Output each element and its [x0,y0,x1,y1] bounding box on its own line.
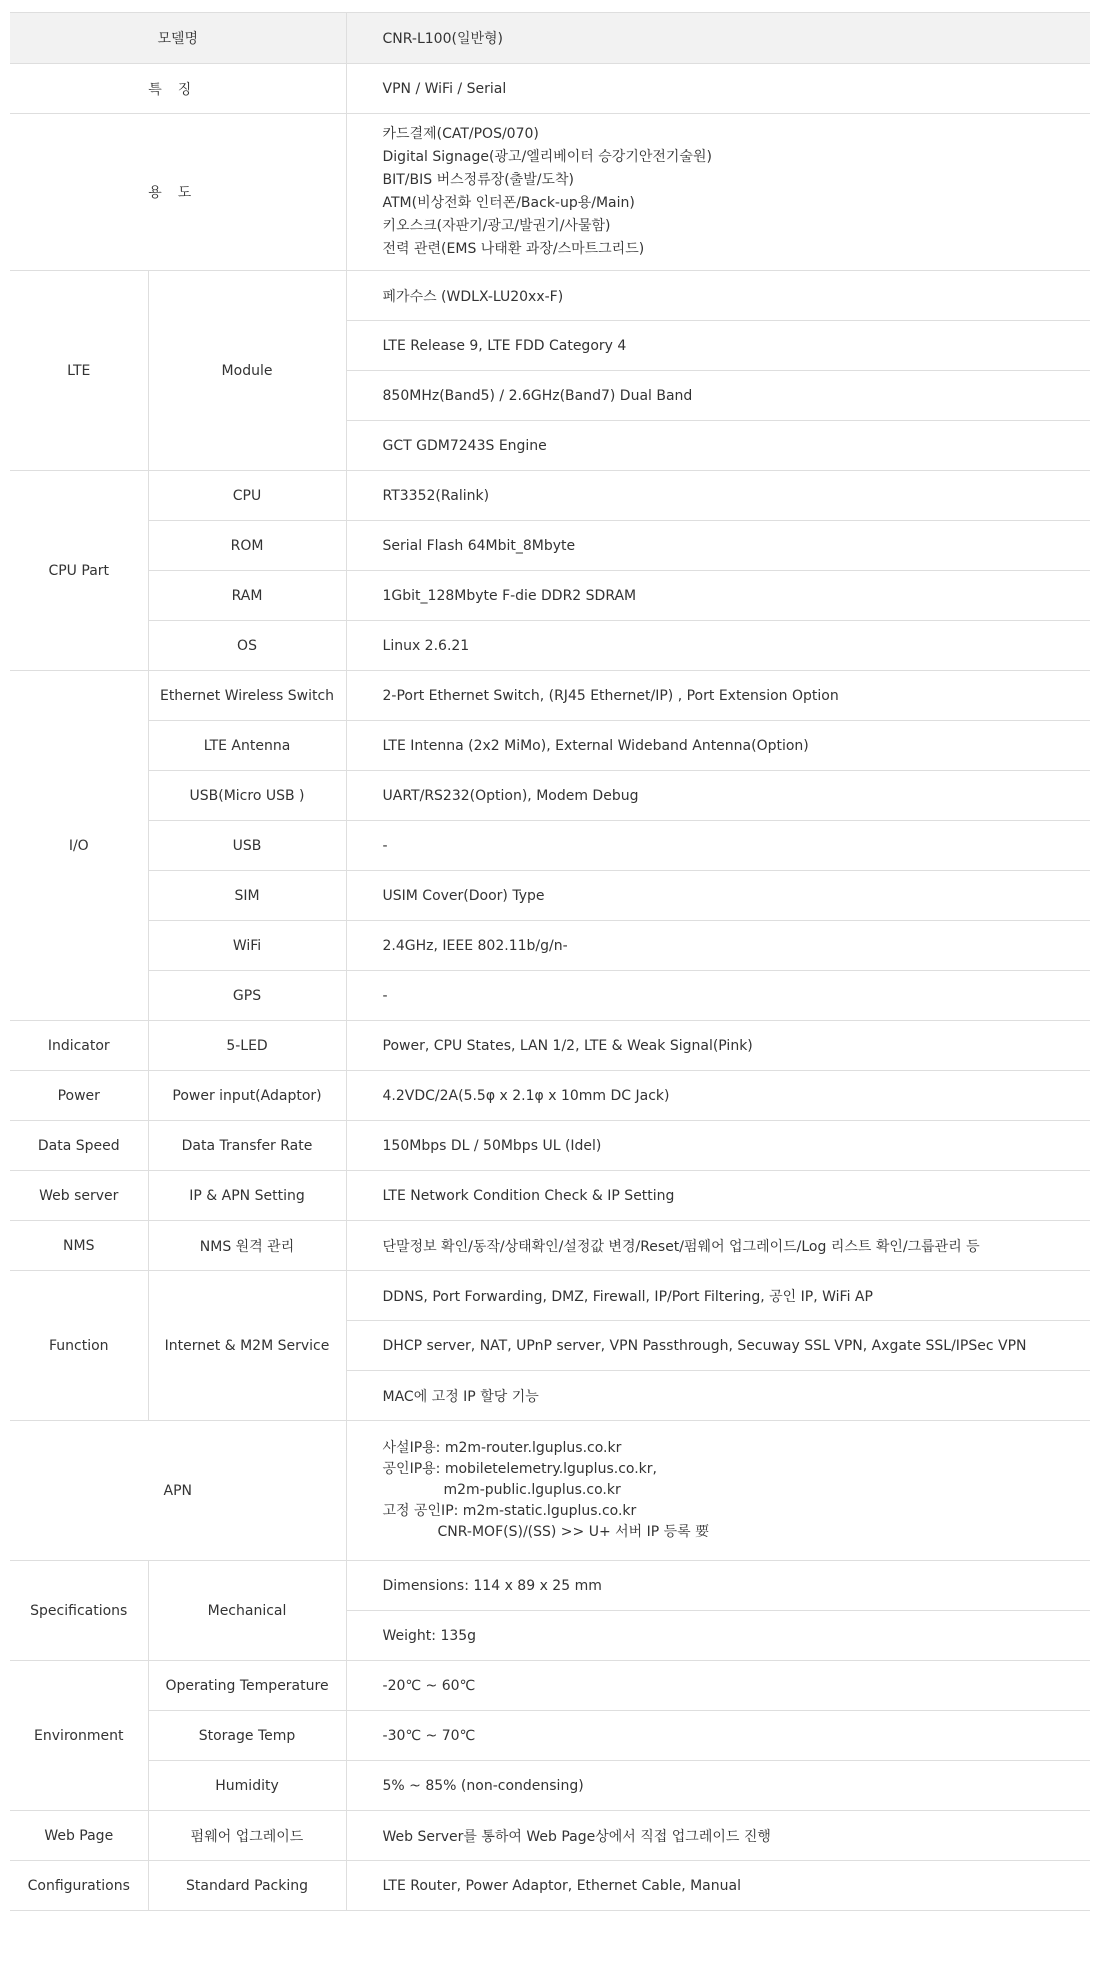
configurations-value: LTE Router, Power Adaptor, Ethernet Cable, Manual [346,1861,1090,1911]
lte-value: 페가수스 (WDLX-LU20xx-F) [346,271,1090,321]
table-row-configurations [10,1861,1090,1911]
io-value: UART/RS232(Option), Modem Debug [346,771,1090,821]
io-label: USB(Micro USB ) [148,771,346,821]
table-row-data-speed [10,1121,1090,1171]
cpu-value: RT3352(Ralink) [346,471,1090,521]
power-label: Power input(Adaptor) [148,1071,346,1121]
environment-value: -20℃ ~ 60℃ [346,1661,1090,1711]
apn-label: APN [10,1421,346,1561]
feature-label: 특징 [10,64,346,114]
io-value: - [346,821,1090,871]
function-value: MAC에 고정 IP 할당 기능 [346,1371,1090,1421]
table-row-io [10,821,1090,871]
ram-label: RAM [148,571,346,621]
table-row-os [10,621,1090,671]
specifications-category: Specifications [10,1561,148,1661]
io-category: I/O [10,671,148,1021]
environment-label: Humidity [148,1761,346,1811]
configurations-label: Standard Packing [148,1861,346,1911]
apn-line: 사설IP용: m2m-router.lguplus.co.kr [382,1440,622,1456]
lte-category: LTE [10,271,148,471]
table-row-io [10,921,1090,971]
table-row-rom [10,521,1090,571]
weight-value: Weight: 135g [346,1611,1090,1661]
lte-value: GCT GDM7243S Engine [346,421,1090,471]
environment-value: 5% ~ 85% (non-condensing) [346,1761,1090,1811]
nms-category: NMS [10,1221,148,1271]
apn-line: CNR-MOF(S)/(SS) >> U+ 서버 IP 등록 要 [437,1524,710,1540]
lte-module-label: Module [148,271,346,471]
indicator-label: 5-LED [148,1021,346,1071]
table-row-environment [10,1661,1090,1711]
usage-line: 키오스크(자판기/광고/발권기/사물함) [382,218,611,234]
function-value: DHCP server, NAT, UPnP server, VPN Passthrough, Secuway SSL VPN, Axgate SSL/IPSec VPN [346,1321,1090,1371]
power-value: 4.2VDC/2A(5.5φ x 2.1φ x 10mm DC Jack) [346,1071,1090,1121]
rom-value: Serial Flash 64Mbit_8Mbyte [346,521,1090,571]
io-value: 2-Port Ethernet Switch, (RJ45 Ethernet/IP) , Port Extension Option [346,671,1090,721]
io-label: SIM [148,871,346,921]
dimensions-value: Dimensions: 114 x 89 x 25 mm [346,1561,1090,1611]
web-server-category: Web server [10,1171,148,1221]
indicator-value: Power, CPU States, LAN 1/2, LTE & Weak Signal(Pink) [346,1021,1090,1071]
table-row-specifications [10,1561,1090,1611]
table-row-lte [10,271,1090,321]
table-row-web-page [10,1811,1090,1861]
usage-line: 전력 관련(EMS 나태환 과장/스마트그리드) [382,241,645,257]
table-row-io [10,721,1090,771]
environment-category: Environment [10,1661,148,1811]
power-category: Power [10,1071,148,1121]
web-page-label: 펌웨어 업그레이드 [148,1811,346,1861]
usage-line: 카드결제(CAT/POS/070) [382,126,539,142]
table-row-nms [10,1221,1090,1271]
apn-line: 고정 공인IP: m2m-static.lguplus.co.kr [382,1503,637,1519]
table-row-function [10,1271,1090,1321]
function-category: Function [10,1271,148,1421]
web-server-label: IP & APN Setting [148,1171,346,1221]
table-row-ram [10,571,1090,621]
io-label: WiFi [148,921,346,971]
configurations-category: Configurations [10,1861,148,1911]
table-row-io [10,771,1090,821]
web-server-value: LTE Network Condition Check & IP Setting [346,1171,1090,1221]
table-row-io [10,871,1090,921]
nms-label: NMS 원격 관리 [148,1221,346,1271]
usage-line: ATM(비상전화 인터폰/Back-up용/Main) [382,195,635,211]
io-label: Ethernet Wireless Switch [148,671,346,721]
os-label: OS [148,621,346,671]
spec-table [10,12,1090,1911]
nms-value: 단말정보 확인/동작/상태확인/설정값 변경/Reset/펌웨어 업그레이드/Log 리스트 확인/그룹관리 등 [346,1221,1090,1271]
table-row-power [10,1071,1090,1121]
feature-value: VPN / WiFi / Serial [346,64,1090,114]
table-row-feature [10,64,1090,114]
io-value: LTE Intenna (2x2 MiMo), External Wideband Antenna(Option) [346,721,1090,771]
io-label: GPS [148,971,346,1021]
table-row-indicator [10,1021,1090,1071]
table-row-io [10,671,1090,721]
function-sub-label: Internet & M2M Service [148,1271,346,1421]
io-label: LTE Antenna [148,721,346,771]
usage-line: Digital Signage(광고/엘리베이터 승강기안전기술원) [382,149,712,165]
io-value: - [346,971,1090,1021]
model-name-label: 모델명 [10,13,346,64]
io-value: 2.4GHz, IEEE 802.11b/g/n- [346,921,1090,971]
data-speed-category: Data Speed [10,1121,148,1171]
web-page-value: Web Server를 통하여 Web Page상에서 직접 업그레이드 진행 [346,1811,1090,1861]
web-page-category: Web Page [10,1811,148,1861]
function-value: DDNS, Port Forwarding, DMZ, Firewall, IP/Port Filtering, 공인 IP, WiFi AP [346,1271,1090,1321]
environment-label: Operating Temperature [148,1661,346,1711]
apn-line: 공인IP용: mobiletelemetry.lguplus.co.kr, [382,1461,657,1477]
table-row-environment [10,1761,1090,1811]
table-row-web-server [10,1171,1090,1221]
apn-line: m2m-public.lguplus.co.kr [443,1482,621,1498]
usage-value [346,114,1090,271]
rom-label: ROM [148,521,346,571]
io-label: USB [148,821,346,871]
mechanical-label: Mechanical [148,1561,346,1661]
table-row-model [10,13,1090,64]
lte-value: 850MHz(Band5) / 2.6GHz(Band7) Dual Band [346,371,1090,421]
table-row-io [10,971,1090,1021]
ram-value: 1Gbit_128Mbyte F-die DDR2 SDRAM [346,571,1090,621]
os-value: Linux 2.6.21 [346,621,1090,671]
cpu-label: CPU [148,471,346,521]
data-speed-value: 150Mbps DL / 50Mbps UL (Idel) [346,1121,1090,1171]
environment-value: -30℃ ~ 70℃ [346,1711,1090,1761]
cpu-part-category: CPU Part [10,471,148,671]
environment-label: Storage Temp [148,1711,346,1761]
apn-value [346,1421,1090,1561]
table-row-apn [10,1421,1090,1561]
table-row-environment [10,1711,1090,1761]
indicator-category: Indicator [10,1021,148,1071]
data-speed-label: Data Transfer Rate [148,1121,346,1171]
lte-value: LTE Release 9, LTE FDD Category 4 [346,321,1090,371]
io-value: USIM Cover(Door) Type [346,871,1090,921]
model-name-value: CNR-L100(일반형) [346,13,1090,64]
usage-label: 용도 [10,114,346,271]
usage-line: BIT/BIS 버스정류장(출발/도착) [382,172,574,188]
table-row-cpu [10,471,1090,521]
table-row-usage [10,114,1090,271]
